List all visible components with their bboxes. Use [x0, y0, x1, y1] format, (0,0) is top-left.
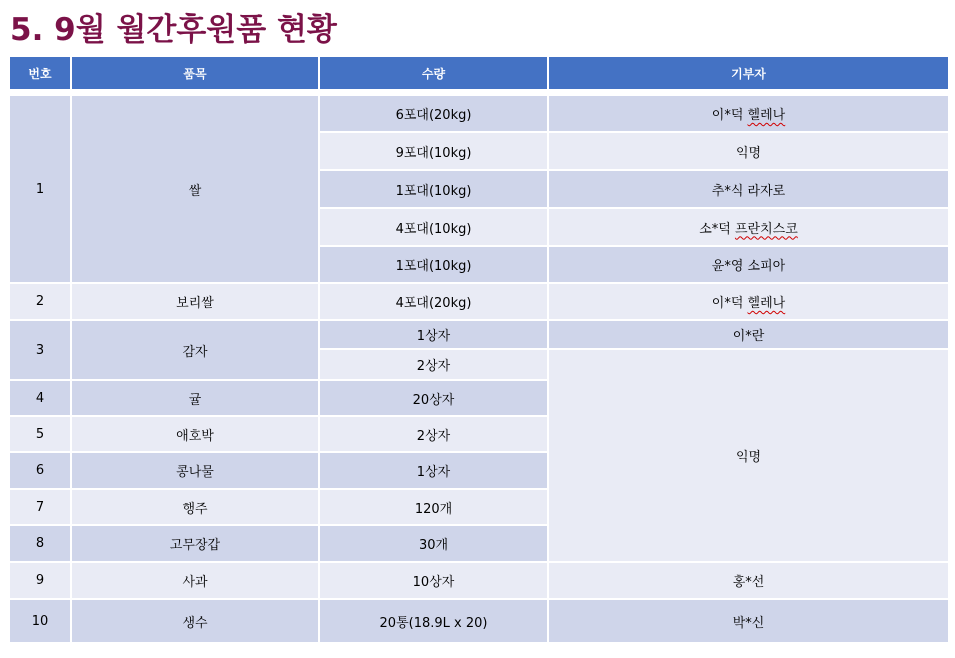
- cell-donor-merged: 익명: [548, 349, 949, 562]
- cell-item: 콩나물: [71, 452, 319, 489]
- cell-number: 2: [9, 283, 71, 320]
- donor-prefix: 이*덕: [711, 108, 748, 123]
- cell-donor: 익명: [548, 132, 949, 170]
- cell-quantity: 20통(18.9L x 20): [319, 599, 548, 643]
- cell-item: 감자: [71, 320, 319, 380]
- cell-item: 애호박: [71, 416, 319, 452]
- cell-quantity: 9포대(10kg): [319, 132, 548, 170]
- table-row: [9, 283, 949, 320]
- cell-quantity: 1포대(10kg): [319, 170, 548, 208]
- cell-donor: [548, 95, 949, 132]
- cell-quantity: 30개: [319, 525, 548, 562]
- header-item: 품목: [71, 56, 319, 90]
- cell-item: 귤: [71, 380, 319, 416]
- donation-table: [8, 55, 950, 644]
- cell-quantity: 2상자: [319, 349, 548, 380]
- cell-number: 3: [9, 320, 71, 380]
- cell-quantity: 1상자: [319, 452, 548, 489]
- cell-donor: [548, 283, 949, 320]
- cell-number: 8: [9, 525, 71, 562]
- cell-number: 6: [9, 452, 71, 489]
- header-quantity: 수량: [319, 56, 548, 90]
- cell-number: 5: [9, 416, 71, 452]
- table-row: [9, 562, 949, 599]
- donor-name: 헬레나: [747, 108, 786, 123]
- cell-donor: 박*신: [548, 599, 949, 643]
- cell-quantity: 4포대(20kg): [319, 283, 548, 320]
- donor-name: 프란치스코: [734, 221, 798, 237]
- cell-quantity: 2상자: [319, 416, 548, 452]
- cell-quantity: 10상자: [319, 562, 548, 599]
- cell-number: 9: [9, 562, 71, 599]
- cell-quantity: 6포대(20kg): [319, 95, 548, 132]
- cell-number: 1: [9, 95, 71, 283]
- header-donor: 기부자: [548, 56, 949, 90]
- table-row: [9, 599, 949, 643]
- cell-quantity: 1상자: [319, 320, 548, 349]
- cell-number: 4: [9, 380, 71, 416]
- page-title: 5. 9월 월간후원품 현황: [10, 12, 337, 48]
- cell-item: 고무장갑: [71, 525, 319, 562]
- cell-donor: [548, 208, 949, 246]
- donor-prefix: 소*덕: [699, 221, 735, 237]
- cell-item: 사과: [71, 562, 319, 599]
- cell-item: 생수: [71, 599, 319, 643]
- cell-quantity: 120개: [319, 489, 548, 525]
- table-header-row: [9, 56, 949, 90]
- cell-quantity: 1포대(10kg): [319, 246, 548, 283]
- cell-quantity: 4포대(10kg): [319, 208, 548, 246]
- table-row: [9, 95, 949, 132]
- cell-quantity: 20상자: [319, 380, 548, 416]
- cell-number: 10: [9, 599, 71, 643]
- cell-item: 쌀: [71, 95, 319, 283]
- donor-name: 헬레나: [747, 296, 786, 311]
- cell-donor: 추*식 라자로: [548, 170, 949, 208]
- cell-item: 행주: [71, 489, 319, 525]
- cell-donor: 윤*영 소피아: [548, 246, 949, 283]
- cell-donor: 이*란: [548, 320, 949, 349]
- table-row: [9, 320, 949, 349]
- header-number: 번호: [9, 56, 71, 90]
- donor-prefix: 이*덕: [711, 296, 748, 311]
- cell-number: 7: [9, 489, 71, 525]
- cell-donor: 홍*선: [548, 562, 949, 599]
- cell-item: 보리쌀: [71, 283, 319, 320]
